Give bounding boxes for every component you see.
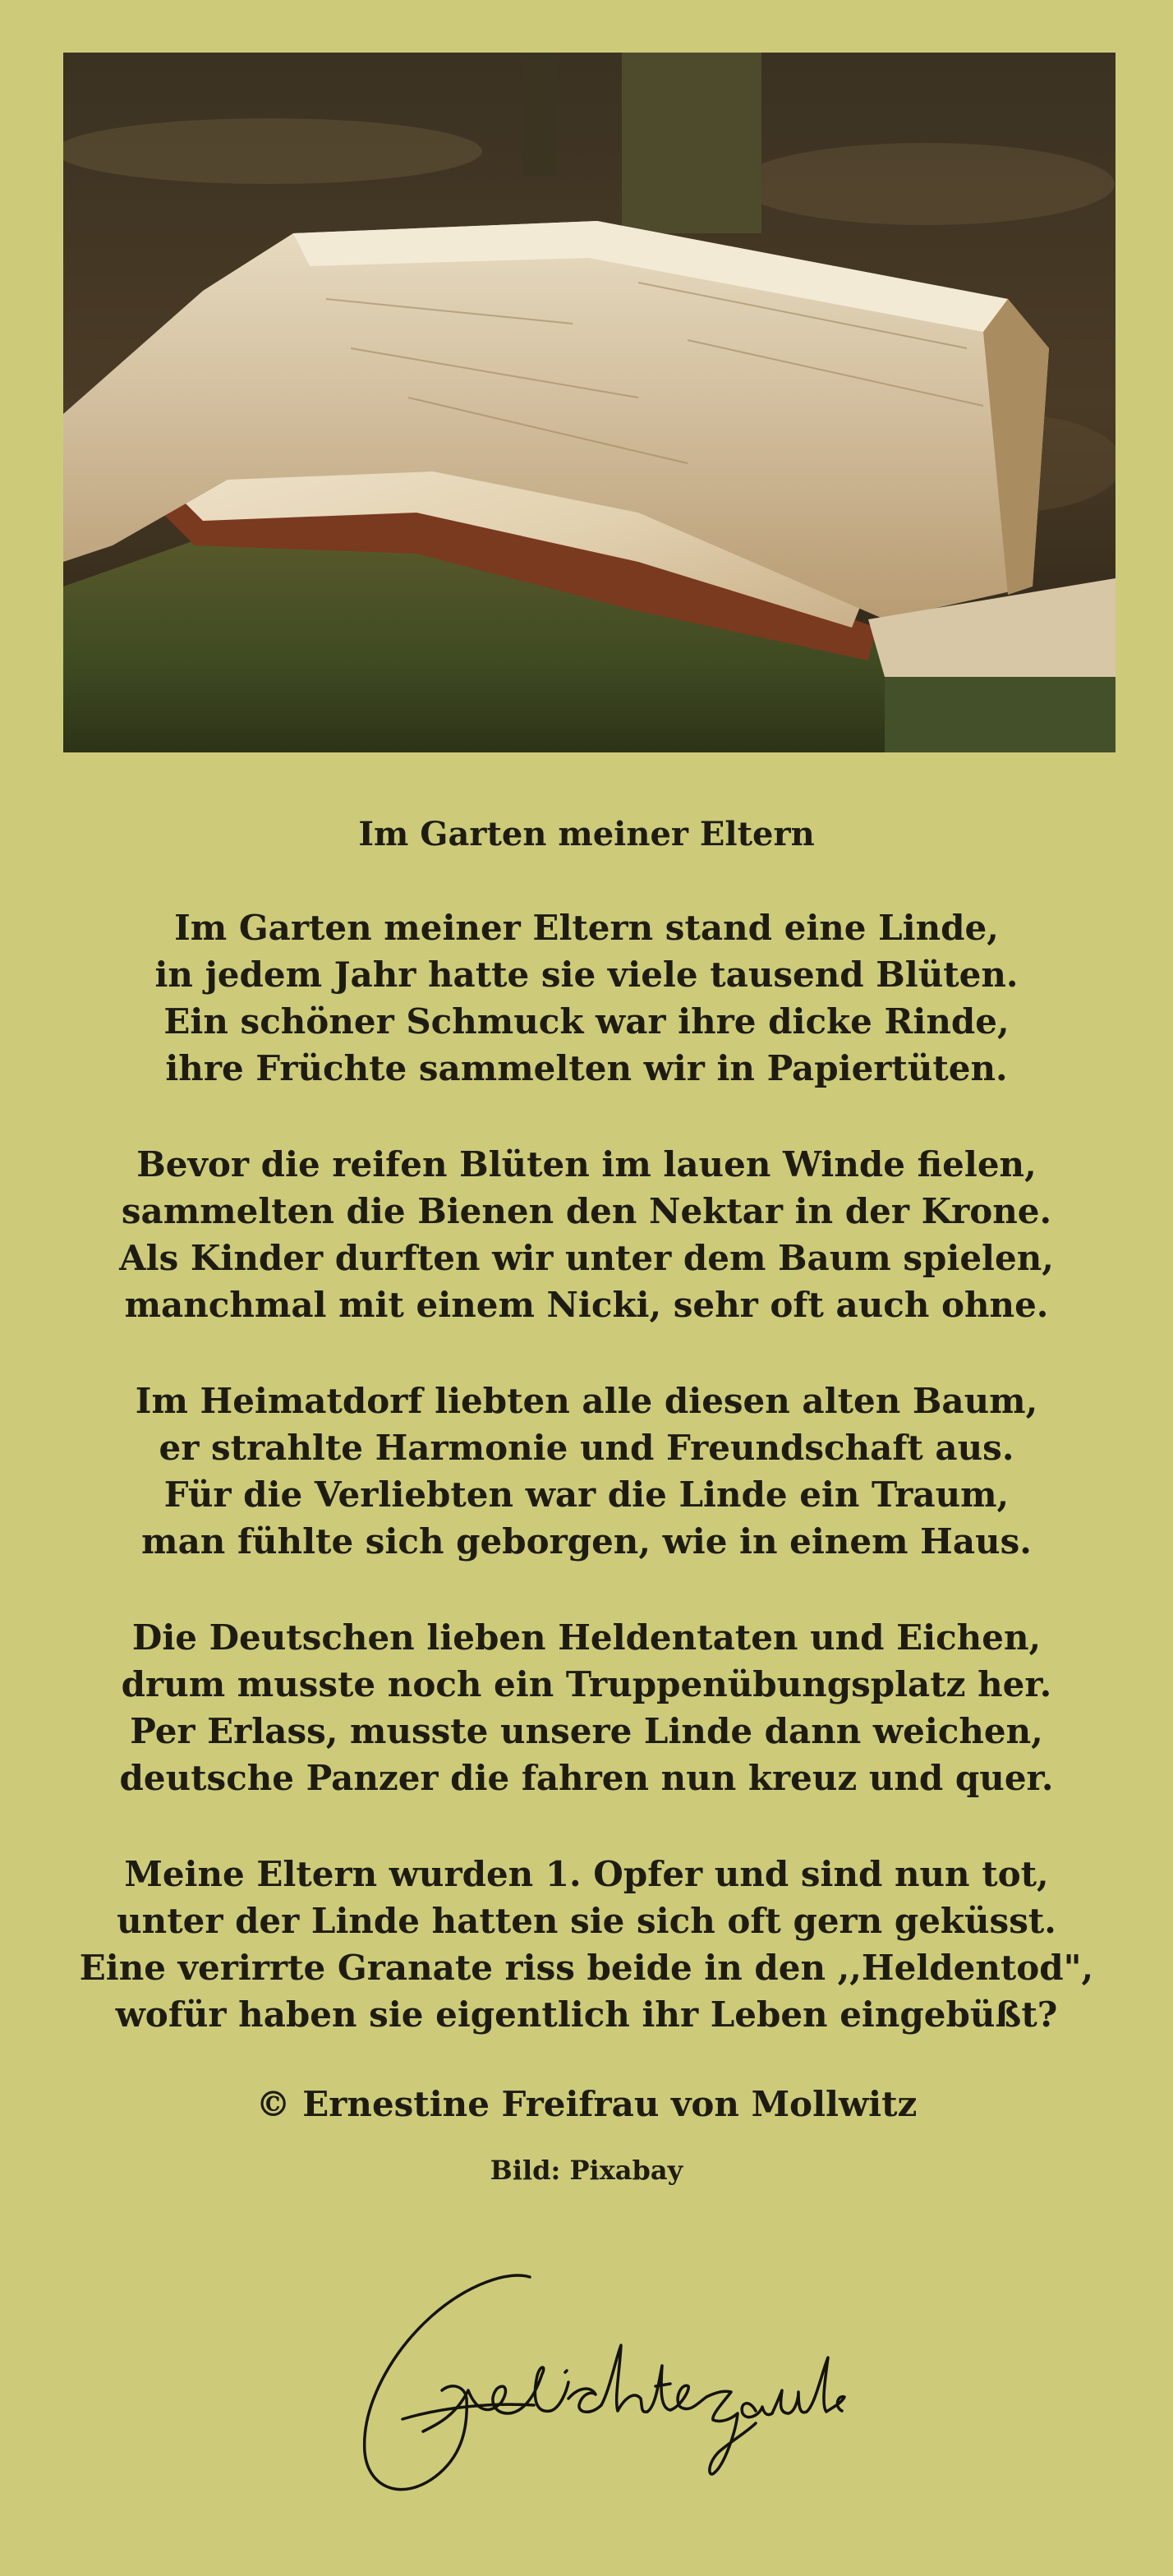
poem bbox=[0, 797, 1173, 2188]
poem-line: ihre Früchte sammelten wir in Papiertüten. bbox=[165, 1048, 1008, 1088]
poem-line: Bevor die reifen Blüten im lauen Winde fielen, bbox=[136, 1144, 1037, 1184]
tree-stump-photo bbox=[63, 53, 1116, 752]
poem-line: in jedem Jahr hatte sie viele tausend Blüten. bbox=[154, 954, 1019, 995]
poem-line: unter der Linde hatten sie sich oft gern geküsst. bbox=[117, 1901, 1056, 1941]
author-credit: © Ernestine Freifrau von Mollwitz bbox=[255, 2084, 918, 2124]
poem-line: Die Deutschen lieben Heldentaten und Eichen, bbox=[131, 1617, 1042, 1658]
poem-line: Für die Verliebten war die Linde ein Traum, bbox=[163, 1474, 1010, 1515]
poem-line: er strahlte Harmonie und Freundschaft aus. bbox=[159, 1428, 1014, 1468]
poem-line: Meine Eltern wurden 1. Opfer und sind nun tot, bbox=[124, 1854, 1049, 1894]
poem-line: sammelten die Bienen den Nektar in der Krone. bbox=[121, 1191, 1052, 1231]
poem-line: drum musste noch ein Truppenübungsplatz her. bbox=[121, 1664, 1052, 1704]
poem-line: Im Heimatdorf liebten alle diesen alten Baum, bbox=[135, 1381, 1038, 1421]
poem-line: deutsche Panzer die fahren nun kreuz und quer. bbox=[119, 1758, 1054, 1798]
stanza-5 bbox=[0, 1851, 1173, 2038]
poem-line: man fühlte sich geborgen, wie in einem Haus. bbox=[141, 1521, 1032, 1562]
poem-line: Ein schöner Schmuck war ihre dicke Rinde, bbox=[163, 1001, 1010, 1042]
stanza-4 bbox=[0, 1614, 1173, 1801]
poem-line: Per Erlass, musste unsere Linde dann weichen, bbox=[130, 1711, 1043, 1751]
stanza-2 bbox=[0, 1141, 1173, 1328]
poem-title: Im Garten meiner Eltern bbox=[358, 815, 815, 853]
tree-stump-illustration bbox=[63, 53, 1116, 752]
poem-line: manchmal mit einem Nicki, sehr oft auch ohne. bbox=[124, 1285, 1049, 1325]
stanza-3 bbox=[0, 1378, 1173, 1565]
poem-line: Im Garten meiner Eltern stand eine Linde, bbox=[174, 908, 999, 948]
poem-line: Als Kinder durften wir unter dem Baum spielen, bbox=[119, 1238, 1054, 1278]
gedichtezauber-signature-logo bbox=[345, 2267, 854, 2514]
image-credit: Bild: Pixabay bbox=[490, 2155, 683, 2186]
poem-line: wofür haben sie eigentlich ihr Leben eingebüßt? bbox=[115, 1994, 1058, 2035]
stanza-1 bbox=[0, 904, 1173, 1092]
poem-line: Eine verirrte Granate riss beide in den ,,Heldentod", bbox=[79, 1948, 1094, 1988]
